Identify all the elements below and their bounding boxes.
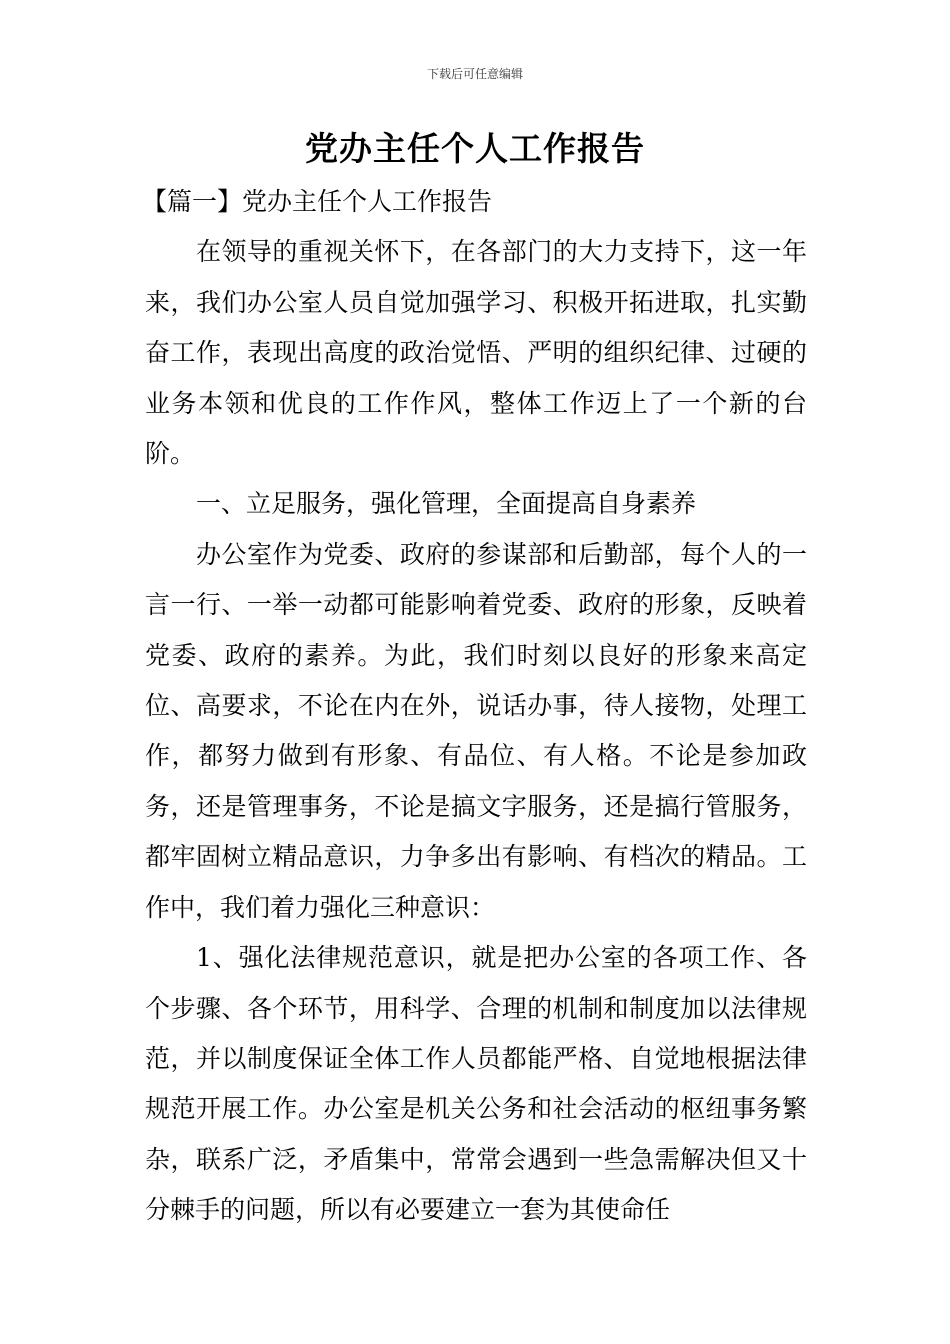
section-label: 【篇一】党办主任个人工作报告 <box>142 187 493 216</box>
paragraph-office-role: 办公室作为党委、政府的参谋部和后勤部，每个人的一言一行、一举一动都可能影响着党委、政府的形象，反映着党委、政府的素养。为此，我们时刻以良好的形象来高定位、高要求，不论在内在外，说话办事，待人接物，处理工作，都努力做到有形象、有品位、有人格。不论是参加政务，还是管理事务，不论是搞文字服务，还是搞行管服务，都牢固树立精品意识，力争多出有影响、有档次的精品。工作中，我们着力强化三种意识： <box>145 539 807 922</box>
paragraph-legal-awareness: 1、强化法律规范意识，就是把办公室的各项工作、各个步骤、各个环节，用科学、合理的机制和制度加以法律规范，并以制度保证全体工作人员都能严格、自觉地根据法律规范开展工作。办公室是机关公务和社会活动的枢纽事务繁杂，联系广泛，矛盾集中，常常会遇到一些急需解决但又十分棘手的问题，所以有必要建立一套为其使命任 <box>145 943 807 1225</box>
document-title: 党办主任个人工作报告 <box>305 129 645 168</box>
paragraph-intro: 在领导的重视关怀下，在各部门的大力支持下，这一年来，我们办公室人员自觉加强学习、积极开拓进取，扎实勤奋工作，表现出高度的政治觉悟、严明的组织纪律、过硬的业务本领和优良的工作作风，整体工作迈上了一个新的台阶。 <box>145 237 807 469</box>
header-note: 下载后可任意编辑 <box>426 67 523 81</box>
section-heading-1: 一、立足服务，强化管理，全面提高自身素养 <box>196 489 697 519</box>
document-body <box>142 177 807 1236</box>
